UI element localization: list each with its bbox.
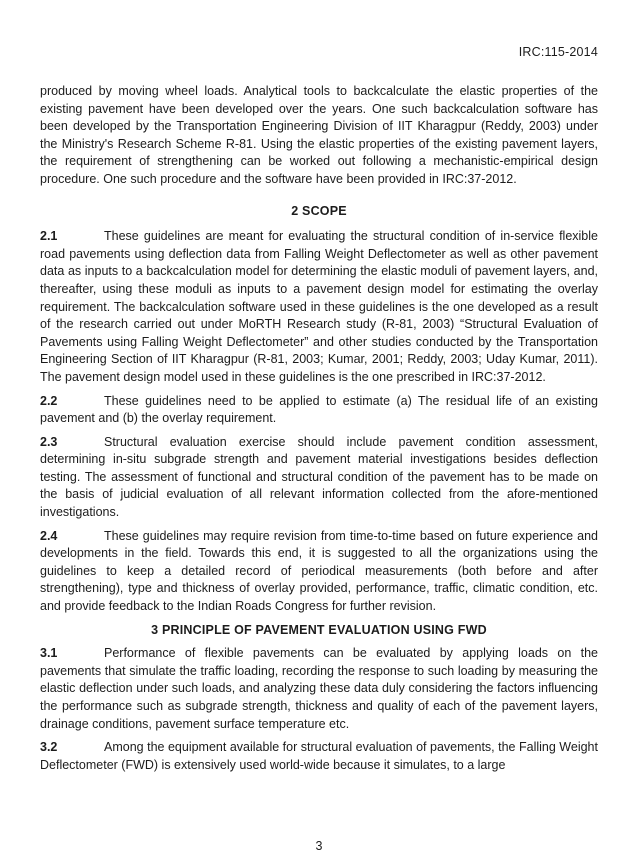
paragraph-number: 2.4	[40, 528, 58, 543]
paragraph-2-2	[40, 393, 598, 428]
paragraph-number: 2.2	[40, 393, 58, 408]
paragraph-text: Structural evaluation exercise should include pavement condition assessment, determining in-situ subgrade strength and pavement material investigations besides deflection testing. The assessment of functional and structural condition of the pavement has to be made on the basis of judicial evaluation of all relevant information collected from the afore-mentioned investigations.	[40, 434, 598, 520]
paragraph-2-3	[40, 434, 598, 522]
paragraph-number: 2.1	[40, 229, 58, 244]
paragraph-text: Performance of flexible pavements can be evaluated by applying loads on the pavements that simulate the traffic loading, recording the response to such loading by measuring the elastic deflection under such loads, and analyzing these data duly considering the factors influencing the performance such as subgrade strength, thickness and quality of each of the pavement layers, drainage conditions, pavement surface temperature etc.	[40, 646, 598, 731]
page-number: 3	[315, 839, 323, 853]
page-content	[40, 83, 598, 780]
paragraph-text: These guidelines are meant for evaluating the structural condition of in-service flexible road pavements using deflection data from Falling Weight Deflectometer as well as other pavement data as inputs to a backcalculation model for determining the elastic moduli of pavement layers, and, thereafter, using these moduli as inputs to a pavement design model for estimating the overlay requirement. The backcalculation software used in these guidelines is the one developed as a result of the research carried out under MoRTH Research study (R-81, 2003) “Structural Evaluation of Pavements using Falling Weight Deflectometer” and other studies conducted by the Transportation Engineering Section of IIT Kharagpur (R-81, 2003; Kumar, 2001; Reddy, 2003; Uday Kumar, 2011). The pavement design model used in these guidelines is the one prescribed in IRC:37-2012.	[40, 229, 598, 384]
intro-paragraph: produced by moving wheel loads. Analytical tools to backcalculate the elastic properties of the existing pavement have been developed over the years. One such backcalculation software has been developed by the Transportation Engineering Division of IIT Kharagpur (Reddy, 2003) under the Ministry's Research Scheme R-81. Using the elastic properties of the existing pavement layers, the requirement of strengthening can be worked out following a mechanistic-empirical design procedure. One such procedure and the software have been provided in IRC:37-2012.	[40, 84, 598, 186]
paragraph-2-1	[40, 228, 598, 386]
paragraph-text: These guidelines need to be applied to estimate (a) The residual life of an existing pavement and (b) the overlay requirement.	[40, 393, 598, 426]
paragraph-2-4	[40, 528, 598, 616]
paragraph-3-2	[40, 739, 598, 774]
running-header: IRC:115-2014	[518, 45, 598, 59]
paragraph-text: Among the equipment available for structural evaluation of pavements, the Falling Weight Deflectometer (FWD) is extensively used world-wide because it simulates, to a large	[40, 740, 598, 772]
paragraph-number: 3.2	[40, 740, 58, 755]
paragraph-text: These guidelines may require revision from time-to-time based on future experience and developments in the field. Towards this end, it is suggested to all the organizations using the guidelines to keep a detailed record of periodical measurements (both before and after strengthening), type and thickness of overlay provided, performance, traffic, climatic condition, etc. and provide feedback to the Indian Roads Congress for further revision.	[40, 528, 598, 614]
section-2-heading: 2 SCOPE	[291, 203, 347, 218]
paragraph-number: 3.1	[40, 646, 58, 661]
paragraph-3-1	[40, 645, 598, 733]
paragraph-number: 2.3	[40, 434, 58, 449]
section-3-heading: 3 PRINCIPLE OF PAVEMENT EVALUATION USING FWD	[151, 622, 487, 637]
